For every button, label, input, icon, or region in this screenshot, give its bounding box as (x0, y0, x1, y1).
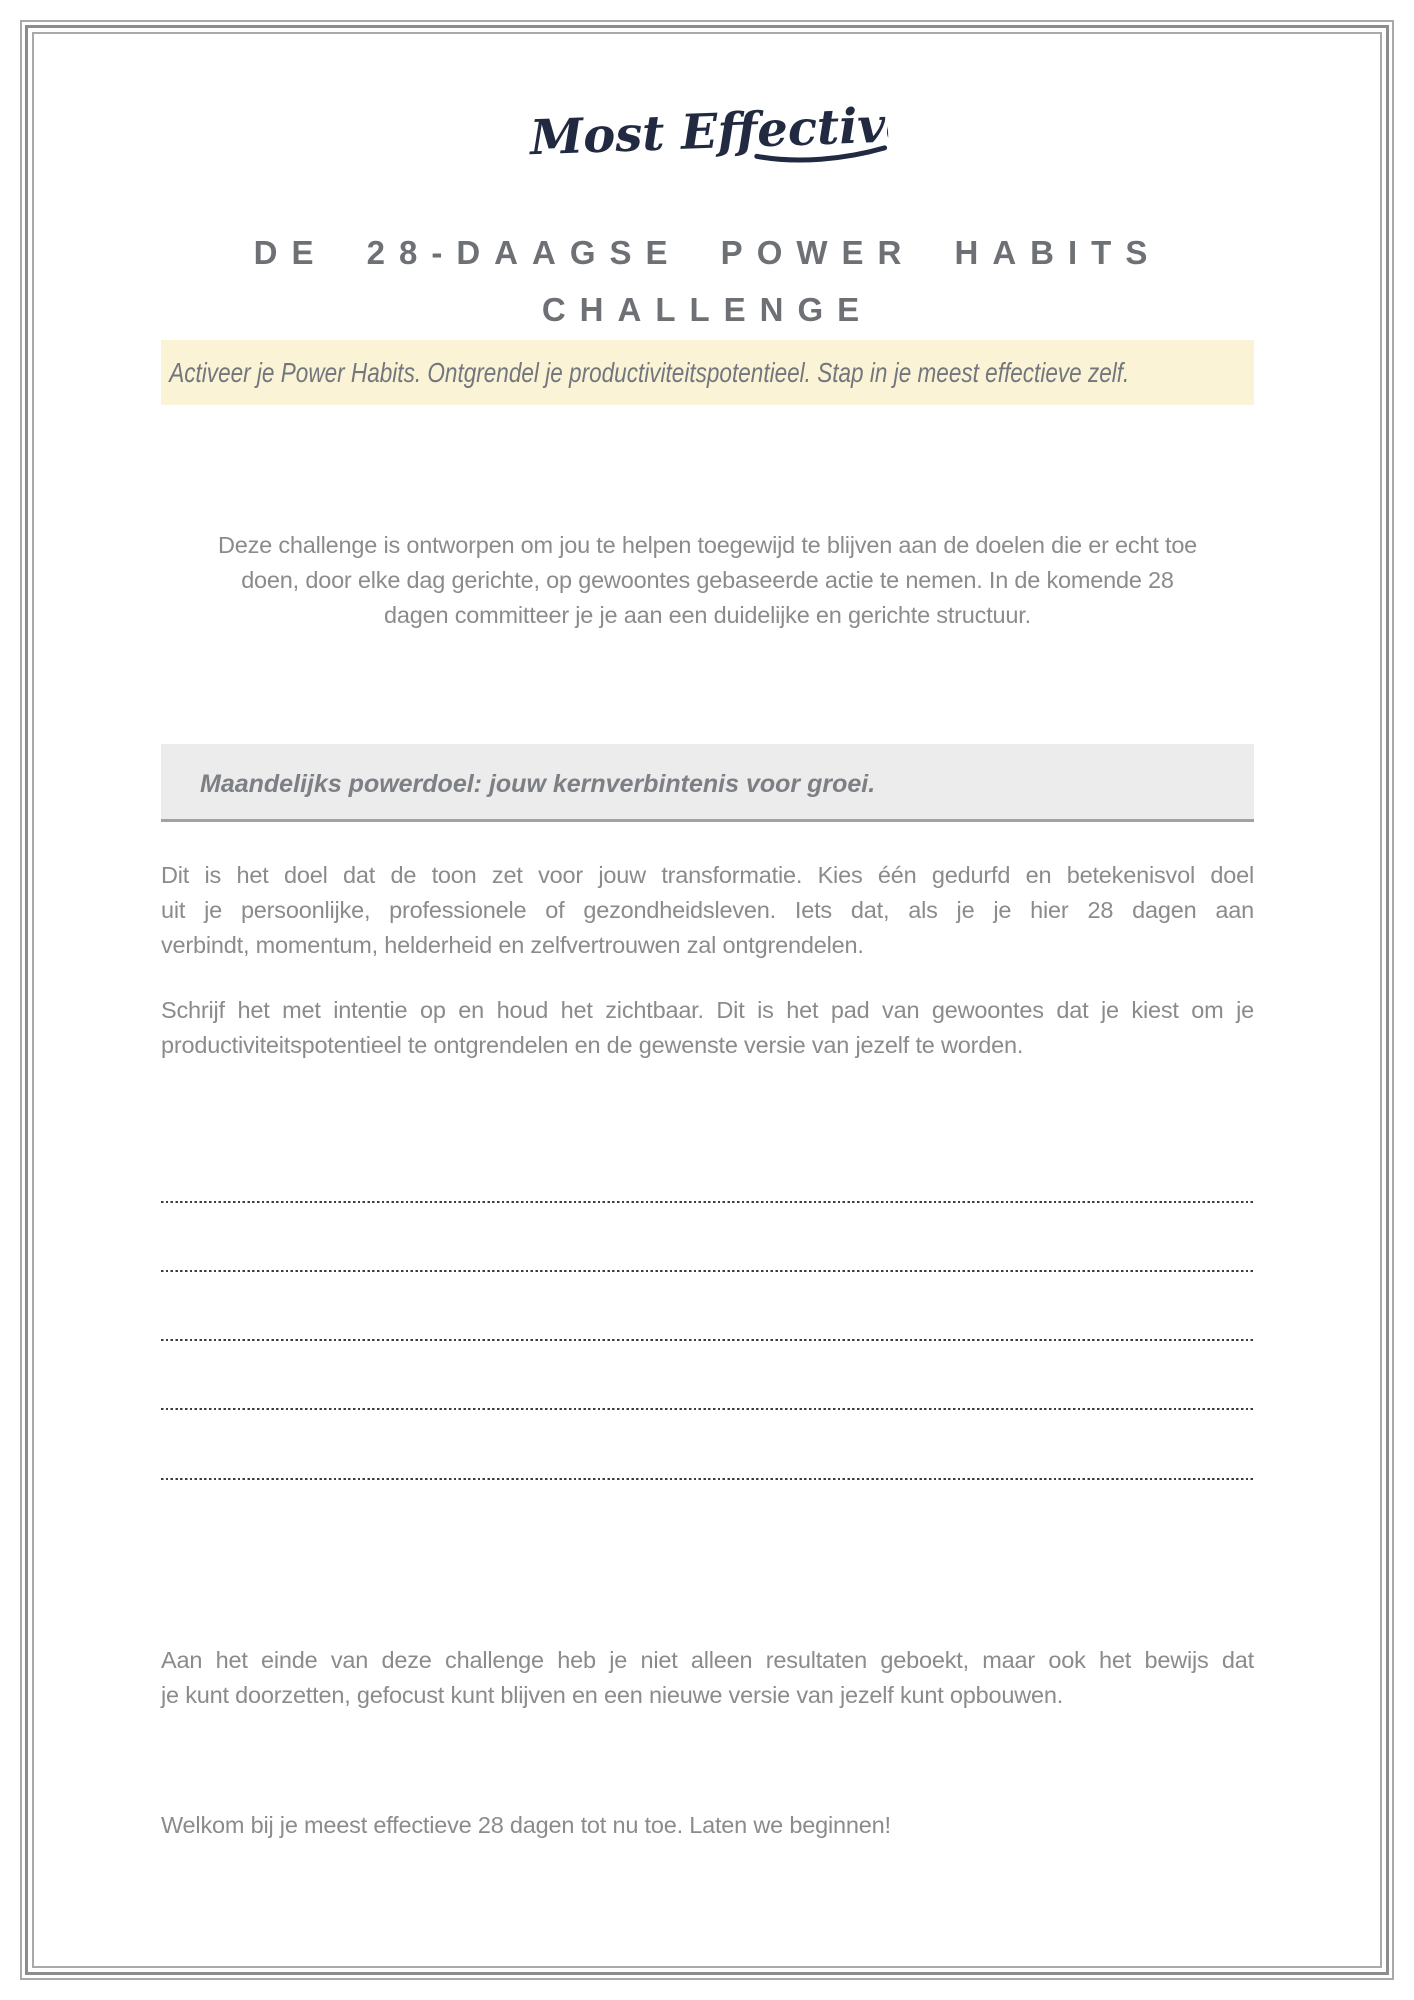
goal-paragraph (161, 858, 1254, 963)
goal-paragraph-line: uit je persoonlijke, professionele of gezondheidsleven. Iets dat, als je je hier 28 dagen aan (161, 897, 1254, 923)
closing-paragraph-line: je kunt doorzetten, gefocust kunt blijven en een nieuwe versie van jezelf kunt opbouwen. (161, 1682, 1064, 1708)
intro-line: Deze challenge is ontworpen om jou te helpen toegewijd te blijven aan de doelen die er echt toe (217, 532, 1198, 558)
page-title-line2: CHALLENGE (541, 291, 874, 328)
section-heading-text: Maandelijks powerdoel: jouw kernverbintenis voor groei. (200, 770, 876, 798)
section-heading-box (161, 744, 1254, 822)
brand-logo-text: Most Effective (528, 96, 889, 167)
writing-line (161, 1408, 1254, 1410)
tagline-text: Activeer je Power Habits. Ontgrendel je productiviteitspotentieel. Stap in je meest effectieve zelf. (169, 357, 1130, 388)
brand-logo (161, 98, 1254, 175)
write-paragraph (161, 993, 1254, 1063)
page-content (161, 0, 1254, 2000)
goal-paragraph-line: Dit is het doel dat de toon zet voor jouw transformatie. Kies één gedurfd en betekenisvol doel (161, 862, 1254, 888)
tagline-highlight (161, 340, 1254, 405)
writing-line (161, 1270, 1254, 1272)
welcome-line-text: Welkom bij je meest effectieve 28 dagen tot nu toe. Laten we beginnen! (161, 1812, 891, 1838)
writing-line (161, 1478, 1254, 1480)
intro-paragraph (161, 528, 1254, 633)
writing-line (161, 1339, 1254, 1341)
writing-line (161, 1201, 1254, 1203)
page-title (81, 224, 1334, 338)
page-title-line1: DE 28-DAAGSE POWER HABITS (253, 234, 1162, 271)
goal-paragraph-line: verbindt, momentum, helderheid en zelfvertrouwen zal ontgrendelen. (161, 932, 864, 958)
welcome-line (161, 1808, 1254, 1843)
intro-line: dagen committeer je je aan een duidelijke en gerichte structuur. (384, 602, 1031, 628)
closing-paragraph-line: Aan het einde van deze challenge heb je niet alleen resultaten geboekt, maar ook het bewijs dat (161, 1647, 1254, 1673)
write-paragraph-line: productiviteitspotentieel te ontgrendelen en de gewenste versie van jezelf te worden. (161, 1032, 1024, 1058)
intro-line: doen, door elke dag gerichte, op gewoontes gebaseerde actie te nemen. In de komende 28 (241, 567, 1174, 593)
closing-paragraph (161, 1643, 1254, 1713)
write-paragraph-line: Schrijf het met intentie op en houd het zichtbaar. Dit is het pad van gewoontes dat je kiest om je (161, 997, 1254, 1023)
brand-logo-graphic (526, 92, 888, 177)
